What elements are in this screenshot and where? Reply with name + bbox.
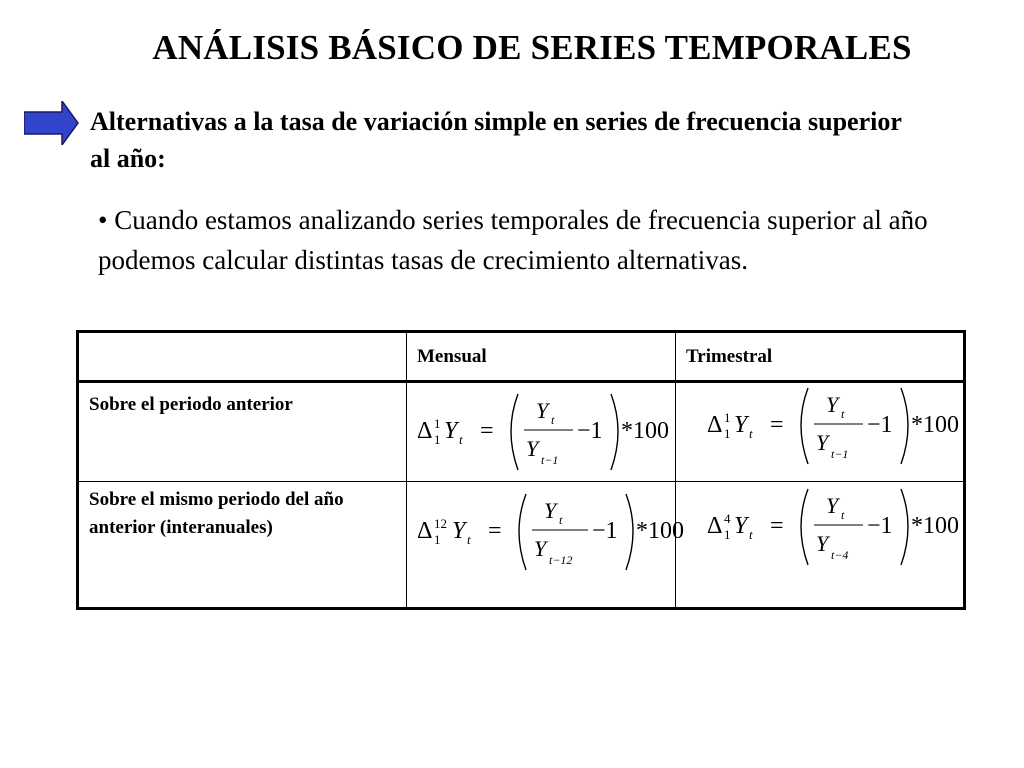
subscript-t: t [749, 527, 753, 542]
minus-one: −1 [592, 518, 618, 544]
delta-symbol: Δ [417, 418, 433, 444]
right-parenthesis [626, 494, 633, 570]
delta-symbol: Δ [707, 412, 723, 438]
numerator-subscript: t [551, 413, 555, 427]
formula-trimestral-periodo-anterior [707, 382, 967, 482]
delta-symbol: Δ [417, 518, 433, 544]
denominator-subscript: t−4 [831, 548, 849, 562]
row-label-periodo-anterior: Sobre el periodo anterior [89, 394, 293, 415]
right-parenthesis [901, 388, 908, 464]
subscript: 1 [434, 532, 441, 547]
numerator-y: Y [826, 392, 839, 417]
denominator-subscript: t−1 [541, 453, 559, 467]
minus-one: −1 [867, 412, 893, 438]
denominator-y: Y [816, 531, 829, 556]
right-parenthesis [901, 489, 908, 565]
equals-sign: = [488, 518, 502, 544]
numerator-subscript: t [559, 513, 563, 527]
denominator-y: Y [816, 430, 829, 455]
bullet-text: • Cuando estamos analizando series temporales de frecuencia superior al año podemos calcular distintas tasas de crecimiento alternativas. [98, 205, 928, 275]
arrow-right-icon [24, 101, 80, 145]
subscript-t: t [459, 432, 463, 447]
equals-sign: = [770, 513, 784, 539]
superscript: 12 [434, 516, 447, 531]
delta-symbol: Δ [707, 513, 723, 539]
left-parenthesis [801, 388, 808, 464]
formula-mensual-interanual [417, 488, 684, 588]
denominator-y: Y [534, 536, 547, 561]
variable-y: Y [734, 513, 748, 539]
subscript-t: t [749, 426, 753, 441]
growth-rates-table [76, 330, 966, 610]
subscript: 1 [724, 426, 731, 441]
slide-title: ANÁLISIS BÁSICO DE SERIES TEMPORALES [152, 28, 912, 67]
equals-sign: = [480, 418, 494, 444]
column-divider [406, 333, 407, 607]
subscript: 1 [434, 432, 441, 447]
numerator-y: Y [536, 398, 549, 423]
subscript-t: t [467, 532, 471, 547]
superscript: 4 [724, 511, 731, 526]
formula-trimestral-interanual [707, 483, 967, 583]
right-parenthesis [611, 394, 618, 470]
left-parenthesis [511, 394, 518, 470]
column-header-mensual: Mensual [417, 346, 487, 367]
row-label-interanual: Sobre el mismo periodo del año anterior (interanuales) [89, 489, 344, 538]
left-parenthesis [801, 489, 808, 565]
times-100: *100 [911, 513, 959, 539]
subscript: 1 [724, 527, 731, 542]
minus-one: −1 [577, 418, 603, 444]
numerator-y: Y [544, 498, 557, 523]
denominator-y: Y [526, 436, 539, 461]
formula-mensual-periodo-anterior [417, 388, 677, 488]
numerator-y: Y [826, 493, 839, 518]
minus-one: −1 [867, 513, 893, 539]
variable-y: Y [444, 418, 458, 444]
times-100: *100 [636, 518, 684, 544]
times-100: *100 [621, 418, 669, 444]
subheading: Alternativas a la tasa de variación simple en series de frecuencia superior al año: [90, 107, 902, 173]
column-header-trimestral: Trimestral [686, 346, 773, 367]
denominator-subscript: t−1 [831, 447, 849, 461]
denominator-subscript: t−12 [549, 553, 573, 567]
numerator-subscript: t [841, 407, 845, 421]
numerator-subscript: t [841, 508, 845, 522]
left-parenthesis [519, 494, 526, 570]
superscript: 1 [434, 416, 441, 431]
variable-y: Y [452, 518, 466, 544]
superscript: 1 [724, 410, 731, 425]
times-100: *100 [911, 412, 959, 438]
equals-sign: = [770, 412, 784, 438]
variable-y: Y [734, 412, 748, 438]
